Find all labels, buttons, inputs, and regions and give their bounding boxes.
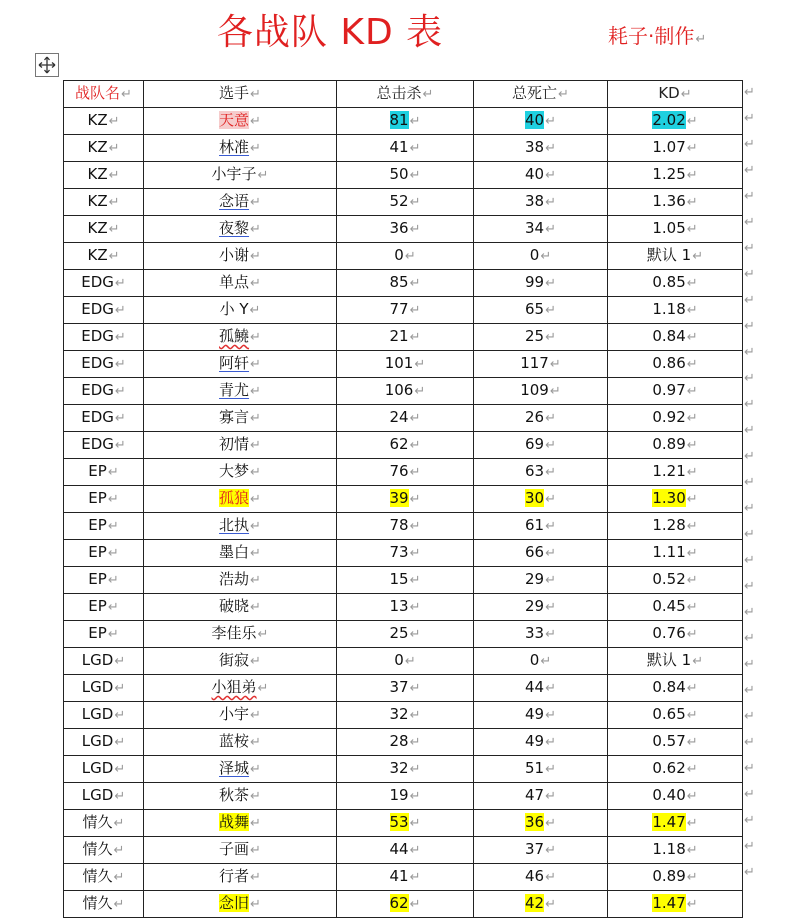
kd-cell[interactable]: 0.89↵ [608,432,743,459]
kd-cell[interactable]: 1.11↵ [608,540,743,567]
header-player[interactable]: 选手↵ [144,81,337,108]
table-row [64,432,743,459]
team-cell[interactable]: EP↵ [64,486,144,513]
kd-cell[interactable]: 1.18↵ [608,837,743,864]
team-cell[interactable]: LGD↵ [64,756,144,783]
team-cell[interactable]: KZ↵ [64,135,144,162]
header-kills[interactable]: 总击杀↵ [337,81,474,108]
deaths-cell[interactable]: 25↵ [474,324,608,351]
deaths-cell[interactable]: 99↵ [474,270,608,297]
player-cell[interactable]: 夜黎↵ [144,216,337,243]
kills-cell[interactable]: 52↵ [337,189,474,216]
team-cell[interactable]: EP↵ [64,459,144,486]
deaths-cell[interactable]: 51↵ [474,756,608,783]
row-end-mark: ↵ [744,579,755,594]
deaths-cell[interactable]: 40↵ [474,162,608,189]
row-end-mark: ↵ [744,735,755,750]
kd-cell[interactable]: 0.40↵ [608,783,743,810]
table-row [64,189,743,216]
deaths-cell[interactable]: 117↵ [474,351,608,378]
row-end-mark: ↵ [744,111,755,126]
player-cell[interactable]: 小宇↵ [144,702,337,729]
author-credit [608,20,706,49]
team-cell[interactable]: LGD↵ [64,648,144,675]
table-row [64,540,743,567]
row-end-mark: ↵ [744,501,755,516]
author-text: 耗子·制作 [608,24,695,48]
kills-cell[interactable]: 32↵ [337,756,474,783]
kd-cell[interactable]: 1.28↵ [608,513,743,540]
row-end-mark: ↵ [744,787,755,802]
header-kd[interactable]: KD↵ [608,81,743,108]
deaths-cell[interactable]: 49↵ [474,729,608,756]
table-row [64,243,743,270]
table-row [64,351,743,378]
deaths-cell[interactable]: 33↵ [474,621,608,648]
player-cell[interactable]: 小宇子↵ [144,162,337,189]
player-cell[interactable]: 泽城↵ [144,756,337,783]
kd-cell[interactable]: 2.02↵ [608,108,743,135]
player-cell[interactable]: 街寂↵ [144,648,337,675]
table-row [64,297,743,324]
deaths-cell[interactable]: 29↵ [474,594,608,621]
player-cell[interactable]: 寡言↵ [144,405,337,432]
deaths-cell[interactable]: 37↵ [474,837,608,864]
table-row [64,675,743,702]
row-end-mark: ↵ [744,163,755,178]
table-row [64,648,743,675]
team-cell[interactable]: EDG↵ [64,351,144,378]
kd-table [63,80,743,918]
player-cell[interactable]: 战舞↵ [144,810,337,837]
kills-cell[interactable]: 106↵ [337,378,474,405]
table-row [64,864,743,891]
kills-cell[interactable]: 77↵ [337,297,474,324]
deaths-cell[interactable]: 49↵ [474,702,608,729]
kd-cell[interactable]: 1.05↵ [608,216,743,243]
row-end-mark: ↵ [744,241,755,256]
kills-cell[interactable]: 21↵ [337,324,474,351]
deaths-cell[interactable]: 109↵ [474,378,608,405]
kills-cell[interactable]: 73↵ [337,540,474,567]
table-row [64,324,743,351]
row-end-mark: ↵ [744,683,755,698]
row-end-mark: ↵ [744,319,755,334]
table-row [64,783,743,810]
kd-cell[interactable]: 1.25↵ [608,162,743,189]
table-row [64,135,743,162]
team-cell[interactable]: EDG↵ [64,378,144,405]
table-row [64,513,743,540]
deaths-cell[interactable]: 36↵ [474,810,608,837]
deaths-cell[interactable]: 46↵ [474,864,608,891]
row-end-mark: ↵ [744,397,755,412]
kd-cell[interactable]: 0.92↵ [608,405,743,432]
kills-cell[interactable]: 41↵ [337,864,474,891]
row-end-mark: ↵ [744,423,755,438]
table-row [64,594,743,621]
kd-table-body [64,81,743,918]
kd-cell[interactable]: 1.47↵ [608,810,743,837]
team-cell[interactable]: EP↵ [64,621,144,648]
kills-cell[interactable]: 37↵ [337,675,474,702]
row-end-mark: ↵ [744,371,755,386]
table-move-handle[interactable] [35,53,59,77]
kd-cell[interactable]: 0.97↵ [608,378,743,405]
deaths-cell[interactable]: 61↵ [474,513,608,540]
team-cell[interactable]: EDG↵ [64,405,144,432]
player-cell[interactable]: 破晓↵ [144,594,337,621]
row-end-mark: ↵ [744,527,755,542]
player-cell[interactable]: 单点↵ [144,270,337,297]
kills-cell[interactable]: 101↵ [337,351,474,378]
deaths-cell[interactable]: 40↵ [474,108,608,135]
row-end-mark: ↵ [744,449,755,464]
team-cell[interactable]: KZ↵ [64,108,144,135]
row-end-mark: ↵ [744,293,755,308]
table-row [64,108,743,135]
player-cell[interactable]: 李佳乐↵ [144,621,337,648]
row-end-mark: ↵ [744,553,755,568]
team-cell[interactable]: EDG↵ [64,297,144,324]
team-cell[interactable]: LGD↵ [64,675,144,702]
paragraph-mark: ↵ [695,32,707,47]
player-cell[interactable]: 念旧↵ [144,891,337,918]
kills-cell[interactable]: 62↵ [337,432,474,459]
kd-cell[interactable]: 1.36↵ [608,189,743,216]
kills-cell[interactable]: 81↵ [337,108,474,135]
row-end-mark: ↵ [744,189,755,204]
team-cell[interactable]: EDG↵ [64,270,144,297]
table-row [64,459,743,486]
kills-cell[interactable]: 0↵ [337,243,474,270]
player-cell[interactable]: 阿轩↵ [144,351,337,378]
player-cell[interactable]: 初情↵ [144,432,337,459]
table-row [64,810,743,837]
team-cell[interactable]: EP↵ [64,567,144,594]
kd-cell[interactable]: 0.86↵ [608,351,743,378]
deaths-cell[interactable]: 42↵ [474,891,608,918]
kd-cell[interactable]: 1.30↵ [608,486,743,513]
kd-cell[interactable]: 0.89↵ [608,864,743,891]
row-end-mark: ↵ [744,215,755,230]
team-cell[interactable]: LGD↵ [64,729,144,756]
kills-cell[interactable]: 13↵ [337,594,474,621]
kd-cell[interactable]: 0.45↵ [608,594,743,621]
row-end-mark: ↵ [744,839,755,854]
row-end-mark: ↵ [744,345,755,360]
kd-cell[interactable]: 0.62↵ [608,756,743,783]
table-row [64,270,743,297]
table-row [64,486,743,513]
kd-cell[interactable]: 默认 1↵ [608,243,743,270]
kills-cell[interactable]: 25↵ [337,621,474,648]
deaths-cell[interactable]: 47↵ [474,783,608,810]
kills-cell[interactable]: 62↵ [337,891,474,918]
team-cell[interactable]: EDG↵ [64,324,144,351]
deaths-cell[interactable]: 65↵ [474,297,608,324]
kills-cell[interactable]: 19↵ [337,783,474,810]
player-cell[interactable]: 秋茶↵ [144,783,337,810]
row-end-mark: ↵ [744,865,755,880]
kd-cell[interactable]: 1.18↵ [608,297,743,324]
table-row [64,837,743,864]
move-icon [38,56,56,74]
kd-cell[interactable]: 1.07↵ [608,135,743,162]
kills-cell[interactable]: 50↵ [337,162,474,189]
player-cell[interactable]: 小谢↵ [144,243,337,270]
player-cell[interactable]: 大梦↵ [144,459,337,486]
deaths-cell[interactable]: 26↵ [474,405,608,432]
player-cell[interactable]: 天意↵ [144,108,337,135]
kd-cell[interactable]: 默认 1↵ [608,648,743,675]
team-cell[interactable]: 情久↵ [64,837,144,864]
kills-cell[interactable]: 44↵ [337,837,474,864]
deaths-cell[interactable]: 44↵ [474,675,608,702]
row-end-mark: ↵ [744,631,755,646]
kills-cell[interactable]: 76↵ [337,459,474,486]
kills-cell[interactable]: 28↵ [337,729,474,756]
row-end-mark: ↵ [744,657,755,672]
team-cell[interactable]: KZ↵ [64,216,144,243]
row-end-mark: ↵ [744,137,755,152]
deaths-cell[interactable]: 29↵ [474,567,608,594]
deaths-cell[interactable]: 38↵ [474,135,608,162]
row-end-mark: ↵ [744,813,755,828]
player-cell[interactable]: 墨白↵ [144,540,337,567]
player-cell[interactable]: 青尤↵ [144,378,337,405]
kills-cell[interactable]: 24↵ [337,405,474,432]
deaths-cell[interactable]: 69↵ [474,432,608,459]
team-cell[interactable]: EP↵ [64,594,144,621]
kills-cell[interactable]: 15↵ [337,567,474,594]
player-cell[interactable]: 孤鱙↵ [144,324,337,351]
row-end-marks [744,80,764,886]
table-row [64,216,743,243]
kd-cell[interactable]: 0.65↵ [608,702,743,729]
kills-cell[interactable]: 78↵ [337,513,474,540]
deaths-cell[interactable]: 0↵ [474,648,608,675]
player-cell[interactable]: 林准↵ [144,135,337,162]
team-cell[interactable]: EP↵ [64,513,144,540]
table-row [64,756,743,783]
table-row [64,621,743,648]
kd-cell[interactable]: 0.85↵ [608,270,743,297]
player-cell[interactable]: 孤狼↵ [144,486,337,513]
table-row [64,567,743,594]
deaths-cell[interactable]: 34↵ [474,216,608,243]
deaths-cell[interactable]: 38↵ [474,189,608,216]
kd-cell[interactable]: 0.76↵ [608,621,743,648]
kills-cell[interactable]: 0↵ [337,648,474,675]
kills-cell[interactable]: 85↵ [337,270,474,297]
table-row [64,162,743,189]
table-row [64,891,743,918]
table-row [64,405,743,432]
kd-cell[interactable]: 1.21↵ [608,459,743,486]
kd-cell[interactable]: 0.84↵ [608,675,743,702]
row-end-mark: ↵ [744,761,755,776]
kills-cell[interactable]: 39↵ [337,486,474,513]
table-row [64,378,743,405]
kd-cell[interactable]: 0.52↵ [608,567,743,594]
table-header-row [64,81,743,108]
player-cell[interactable]: 念语↵ [144,189,337,216]
team-cell[interactable]: KZ↵ [64,189,144,216]
team-cell[interactable]: EP↵ [64,540,144,567]
team-cell[interactable]: KZ↵ [64,162,144,189]
table-row [64,702,743,729]
header-team[interactable]: 战队名↵ [64,81,144,108]
deaths-cell[interactable]: 66↵ [474,540,608,567]
kills-cell[interactable]: 32↵ [337,702,474,729]
row-end-mark: ↵ [744,475,755,490]
player-cell[interactable]: 蓝桉↵ [144,729,337,756]
document-title: 各战队 KD 表 [216,12,444,53]
table-row [64,729,743,756]
team-cell[interactable]: EDG↵ [64,432,144,459]
deaths-cell[interactable]: 30↵ [474,486,608,513]
team-cell[interactable]: LGD↵ [64,783,144,810]
player-cell[interactable]: 浩劫↵ [144,567,337,594]
player-cell[interactable]: 小狙弟↵ [144,675,337,702]
player-cell[interactable]: 子画↵ [144,837,337,864]
player-cell[interactable]: 小 Y↵ [144,297,337,324]
team-cell[interactable]: 情久↵ [64,810,144,837]
team-cell[interactable]: KZ↵ [64,243,144,270]
team-cell[interactable]: LGD↵ [64,702,144,729]
kills-cell[interactable]: 53↵ [337,810,474,837]
kills-cell[interactable]: 41↵ [337,135,474,162]
row-end-mark: ↵ [744,605,755,620]
row-end-mark: ↵ [744,709,755,724]
kd-cell[interactable]: 1.47↵ [608,891,743,918]
kills-cell[interactable]: 36↵ [337,216,474,243]
deaths-cell[interactable]: 0↵ [474,243,608,270]
deaths-cell[interactable]: 63↵ [474,459,608,486]
player-cell[interactable]: 行者↵ [144,864,337,891]
row-end-mark: ↵ [744,85,755,100]
team-cell[interactable]: 情久↵ [64,891,144,918]
header-deaths[interactable]: 总死亡↵ [474,81,608,108]
row-end-mark: ↵ [744,267,755,282]
kd-cell[interactable]: 0.84↵ [608,324,743,351]
team-cell[interactable]: 情久↵ [64,864,144,891]
player-cell[interactable]: 北执↵ [144,513,337,540]
kd-cell[interactable]: 0.57↵ [608,729,743,756]
